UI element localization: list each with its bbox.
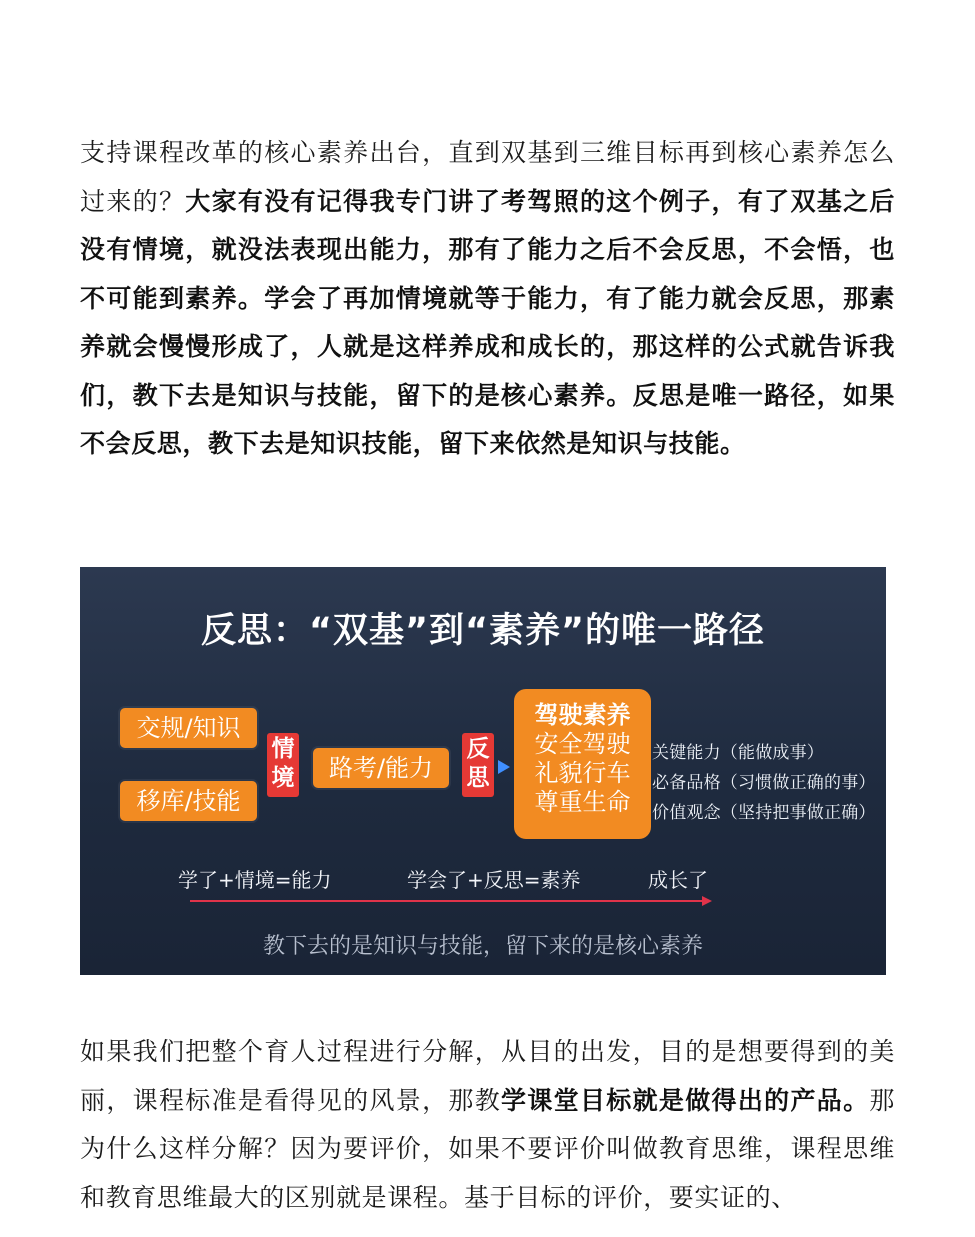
literacy-heading: 驾驶素养 xyxy=(534,701,631,729)
arrow-right-icon xyxy=(498,760,510,774)
component-values: 价值观念（坚持把事做正确） xyxy=(652,803,876,823)
slide-image xyxy=(80,567,886,975)
paragraph-decomposition-bold: 学课堂目标就是做得出的产品。 xyxy=(501,1085,870,1115)
timeline-line xyxy=(190,900,706,902)
context-label xyxy=(267,733,299,797)
paragraph-intro-bold: 大家有没有记得我专门讲了考驾照的这个例子，有了双基之后没有情境，就没法表现出能力，那有了能力之后不会反思，不会悟，也不可能到素养。学会了再加情境就等于能力，有了能力就会反思，那素养就会慢慢形成了，人就是这样养成和成长的，那这样的公式就告诉我们，教下去是知识与技能，留下的是核心素养。反思是唯一路径，如果不会反思，教下去是知识技能，留下来依然是知识与技能。 xyxy=(80,186,896,458)
paragraph-decomposition-plain-a: 如果我们把整个育人过程进行分解，从目的出发，目的是想要得到的美丽，课程标准是看得见的风景，那教 xyxy=(80,1037,895,1115)
slide-bottom-note: 教下去的是知识与技能，留下来的是核心素养 xyxy=(262,934,703,959)
reflect-label-char-2: 思 xyxy=(466,765,490,791)
literacy-line-1: 安全驾驶 xyxy=(534,730,631,758)
formula-literacy: 学会了+反思=素养 xyxy=(407,868,581,892)
literacy-box xyxy=(514,689,651,839)
slide-title: 反思：“双基”到“素养”的唯一路径 xyxy=(200,611,765,651)
component-character: 必备品格（习惯做正确的事） xyxy=(652,773,876,793)
literacy-line-2: 礼貌行车 xyxy=(534,759,631,787)
formula-growth: 成长了 xyxy=(648,868,708,892)
paragraph-decomposition-plain-b: 那为什么这样分解？因为要评价，如果不要评价叫做教育思维，课程思维和教育思维最大的区别就是课程。基于目标的评价，要实证的、 xyxy=(80,1085,896,1212)
context-label-char-2: 境 xyxy=(271,765,295,791)
knowledge-box: 交规/知识 xyxy=(120,708,257,748)
paragraph-intro xyxy=(80,129,895,469)
ability-box: 路考/能力 xyxy=(313,748,449,788)
timeline-arrow-icon xyxy=(702,896,712,906)
formula-ability: 学了+情境=能力 xyxy=(178,868,332,892)
paragraph-decomposition xyxy=(80,1028,895,1222)
skill-box: 移库/技能 xyxy=(120,781,257,821)
reflect-label xyxy=(462,733,494,797)
context-label-char-1: 情 xyxy=(271,736,295,762)
literacy-line-3: 尊重生命 xyxy=(534,788,631,816)
literacy-components xyxy=(652,738,876,828)
reflect-label-char-1: 反 xyxy=(466,736,490,762)
component-key-ability: 关键能力（能做成事） xyxy=(652,743,824,763)
paragraph-intro-plain: 支持课程改革的核心素养出台，直到双基到三维目标再到核心素养怎么过来的？ xyxy=(80,138,895,216)
